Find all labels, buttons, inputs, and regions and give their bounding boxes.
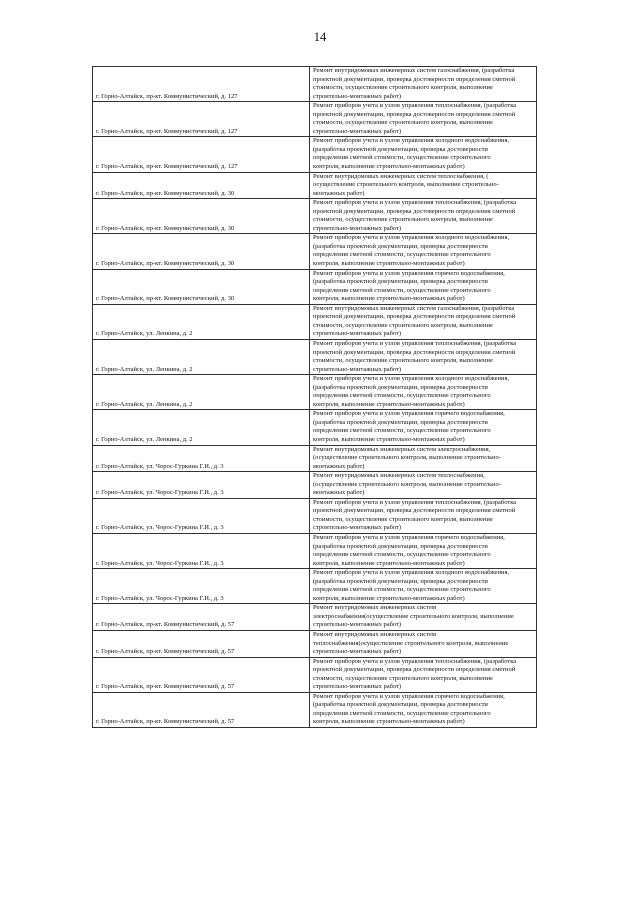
address-cell: г. Горно-Алтайск, ул. Чорос-Гуркина Г.И., д. 3 (93, 533, 310, 568)
address-cell: г. Горно-Алтайск, пр-кт. Коммунистический, д. 57 (93, 692, 310, 727)
address-cell: г. Горно-Алтайск, пр-кт. Коммунистический, д. 127 (93, 137, 310, 172)
table-row (93, 410, 537, 445)
address-cell: г. Горно-Алтайск, пр-кт. Коммунистический, д. 127 (93, 67, 310, 102)
work-description-cell: Ремонт приборов учета и узлов управления горячего водоснабжения, (разработка проектной документации, проверка достоверности определения сметной стоимости, осуществление строительного контроля, выполнение строительно-монтажных работ) (310, 533, 537, 568)
work-description-cell: Ремонт приборов учета и узлов управления горячего водоснабжения, (разработка проектной документации, проверка достоверности определения сметной стоимости, осуществление строительного контроля, выполнение строительно-монтажных работ) (310, 410, 537, 445)
address-cell: г. Горно-Алтайск, ул. Ленкина, д. 2 (93, 339, 310, 374)
work-description-cell: Ремонт приборов учета и узлов управления теплоснабжения, (разработка проектной документации, проверка достоверности определения сметной стоимости, осуществление строительного контроля, выполнение строительно-монтажных работ) (310, 199, 537, 234)
address-cell: г. Горно-Алтайск, пр-кт. Коммунистический, д. 30 (93, 199, 310, 234)
table-row (93, 604, 537, 631)
table-row (93, 137, 537, 172)
page-number: 14 (313, 30, 327, 44)
table-row (93, 172, 537, 199)
address-cell: г. Горно-Алтайск, пр-кт. Коммунистический, д. 30 (93, 269, 310, 304)
table-row (93, 692, 537, 727)
table-row (93, 657, 537, 692)
table-row (93, 199, 537, 234)
table-body (93, 67, 537, 728)
work-description-cell: Ремонт приборов учета и узлов управления холодного водоснабжения, (разработка проектной документации, проверка достоверности определения сметной стоимости, осуществление строительного контроля, выполнение строительно-монтажных работ) (310, 375, 537, 410)
work-description-cell: Ремонт приборов учета и узлов управления холодного водоснабжения, (разработка проектной документации, проверка достоверности определения сметной стоимости, осуществление строительного контроля, выполнение строительно-монтажных работ) (310, 137, 537, 172)
work-description-cell: Ремонт приборов учета и узлов управления горячего водоснабжения, (разработка проектной документации, проверка достоверности определения сметной стоимости, осуществление строительного контроля, выполнение строительно-монтажных работ) (310, 269, 537, 304)
table-row (93, 472, 537, 499)
work-description-cell: Ремонт внутридомовых инженерных систем газоснабжения, (разработка проектной документации, проверка достоверности определения сметной стоимости, осуществление строительного контроля, выполнение строительно-монтажных работ) (310, 304, 537, 339)
work-description-cell: Ремонт приборов учета и узлов управления теплоснабжения, (разработка проектной документации, проверка достоверности определения сметной стоимости, осуществление строительного контроля, выполнение строительно-монтажных работ) (310, 657, 537, 692)
table-row (93, 234, 537, 269)
work-table (92, 66, 537, 728)
table-row (93, 102, 537, 137)
table-row (93, 269, 537, 304)
work-description-cell: Ремонт внутридомовых инженерных систем электроснабжения(осуществление строительного контроля, выполнение строительно-монтажных работ) (310, 604, 537, 631)
address-cell: г. Горно-Алтайск, пр-кт. Коммунистический, д. 127 (93, 102, 310, 137)
address-cell: г. Горно-Алтайск, ул. Чорос-Гуркина Г.И., д. 3 (93, 472, 310, 499)
table-row (93, 533, 537, 568)
address-cell: г. Горно-Алтайск, пр-кт. Коммунистический, д. 30 (93, 234, 310, 269)
table-row (93, 445, 537, 472)
table-row (93, 304, 537, 339)
address-cell: г. Горно-Алтайск, пр-кт. Коммунистический, д. 30 (93, 172, 310, 199)
table-row (93, 375, 537, 410)
table-row (93, 498, 537, 533)
work-description-cell: Ремонт внутридомовых инженерных систем теплоснабжения, (осуществление строительного контроля, выполнение строительно- монтажных работ) (310, 472, 537, 499)
work-description-cell: Ремонт внутридомовых инженерных систем электроснабжения, (осуществление строительного контроля, выполнение строительно- монтажных работ) (310, 445, 537, 472)
table-row (93, 339, 537, 374)
work-description-cell: Ремонт внутридомовых инженерных систем теплоснабжения, ( осуществление строительного контроля, выполнение строительно- монтажных работ) (310, 172, 537, 199)
work-description-cell: Ремонт приборов учета и узлов управления теплоснабжения, (разработка проектной документации, проверка достоверности определения сметной стоимости, осуществление строительного контроля, выполнение строительно-монтажных работ) (310, 498, 537, 533)
address-cell: г. Горно-Алтайск, ул. Чорос-Гуркина Г.И., д. 3 (93, 498, 310, 533)
address-cell: г. Горно-Алтайск, пр-кт. Коммунистический, д. 57 (93, 631, 310, 658)
address-cell: г. Горно-Алтайск, ул. Чорос-Гуркина Г.И., д. 3 (93, 569, 310, 604)
work-description-cell: Ремонт приборов учета и узлов управления холодного водоснабжения, (разработка проектной документации, проверка достоверности определения сметной стоимости, осуществление строительного контроля, выполнение строительно-монтажных работ) (310, 569, 537, 604)
address-cell: г. Горно-Алтайск, пр-кт. Коммунистический, д. 57 (93, 657, 310, 692)
table-row (93, 569, 537, 604)
table-row (93, 631, 537, 658)
work-description-cell: Ремонт приборов учета и узлов управления холодного водоснабжения, (разработка проектной документации, проверка достоверности определения сметной стоимости, осуществление строительного контроля, выполнение строительно-монтажных работ) (310, 234, 537, 269)
table-row (93, 67, 537, 102)
address-cell: г. Горно-Алтайск, ул. Чорос-Гуркина Г.И., д. 3 (93, 445, 310, 472)
work-description-cell: Ремонт внутридомовых инженерных систем теплоснабжения(осуществление строительного контроля, выполнение строительно-монтажных работ) (310, 631, 537, 658)
work-description-cell: Ремонт приборов учета и узлов управления горячего водоснабжения, (разработка проектной документации, проверка достоверности определения сметной стоимости, осуществление строительного контроля, выполнение строительно-монтажных работ) (310, 692, 537, 727)
work-description-cell: Ремонт внутридомовых инженерных систем газоснабжения, (разработка проектной документации, проверка достоверности определения сметной стоимости, осуществление строительного контроля, выполнение строительно-монтажных работ) (310, 67, 537, 102)
address-cell: г. Горно-Алтайск, ул. Ленкина, д. 2 (93, 410, 310, 445)
work-description-cell: Ремонт приборов учета и узлов управления теплоснабжения, (разработка проектной документации, проверка достоверности определения сметной стоимости, осуществление строительного контроля, выполнение строительно-монтажных работ) (310, 339, 537, 374)
address-cell: г. Горно-Алтайск, ул. Ленкина, д. 2 (93, 375, 310, 410)
address-cell: г. Горно-Алтайск, ул. Ленкина, д. 2 (93, 304, 310, 339)
work-description-cell: Ремонт приборов учета и узлов управления теплоснабжения, (разработка проектной документации, проверка достоверности определения сметной стоимости, осуществление строительного контроля, выполнение строительно-монтажных работ) (310, 102, 537, 137)
address-cell: г. Горно-Алтайск, пр-кт. Коммунистический, д. 57 (93, 604, 310, 631)
